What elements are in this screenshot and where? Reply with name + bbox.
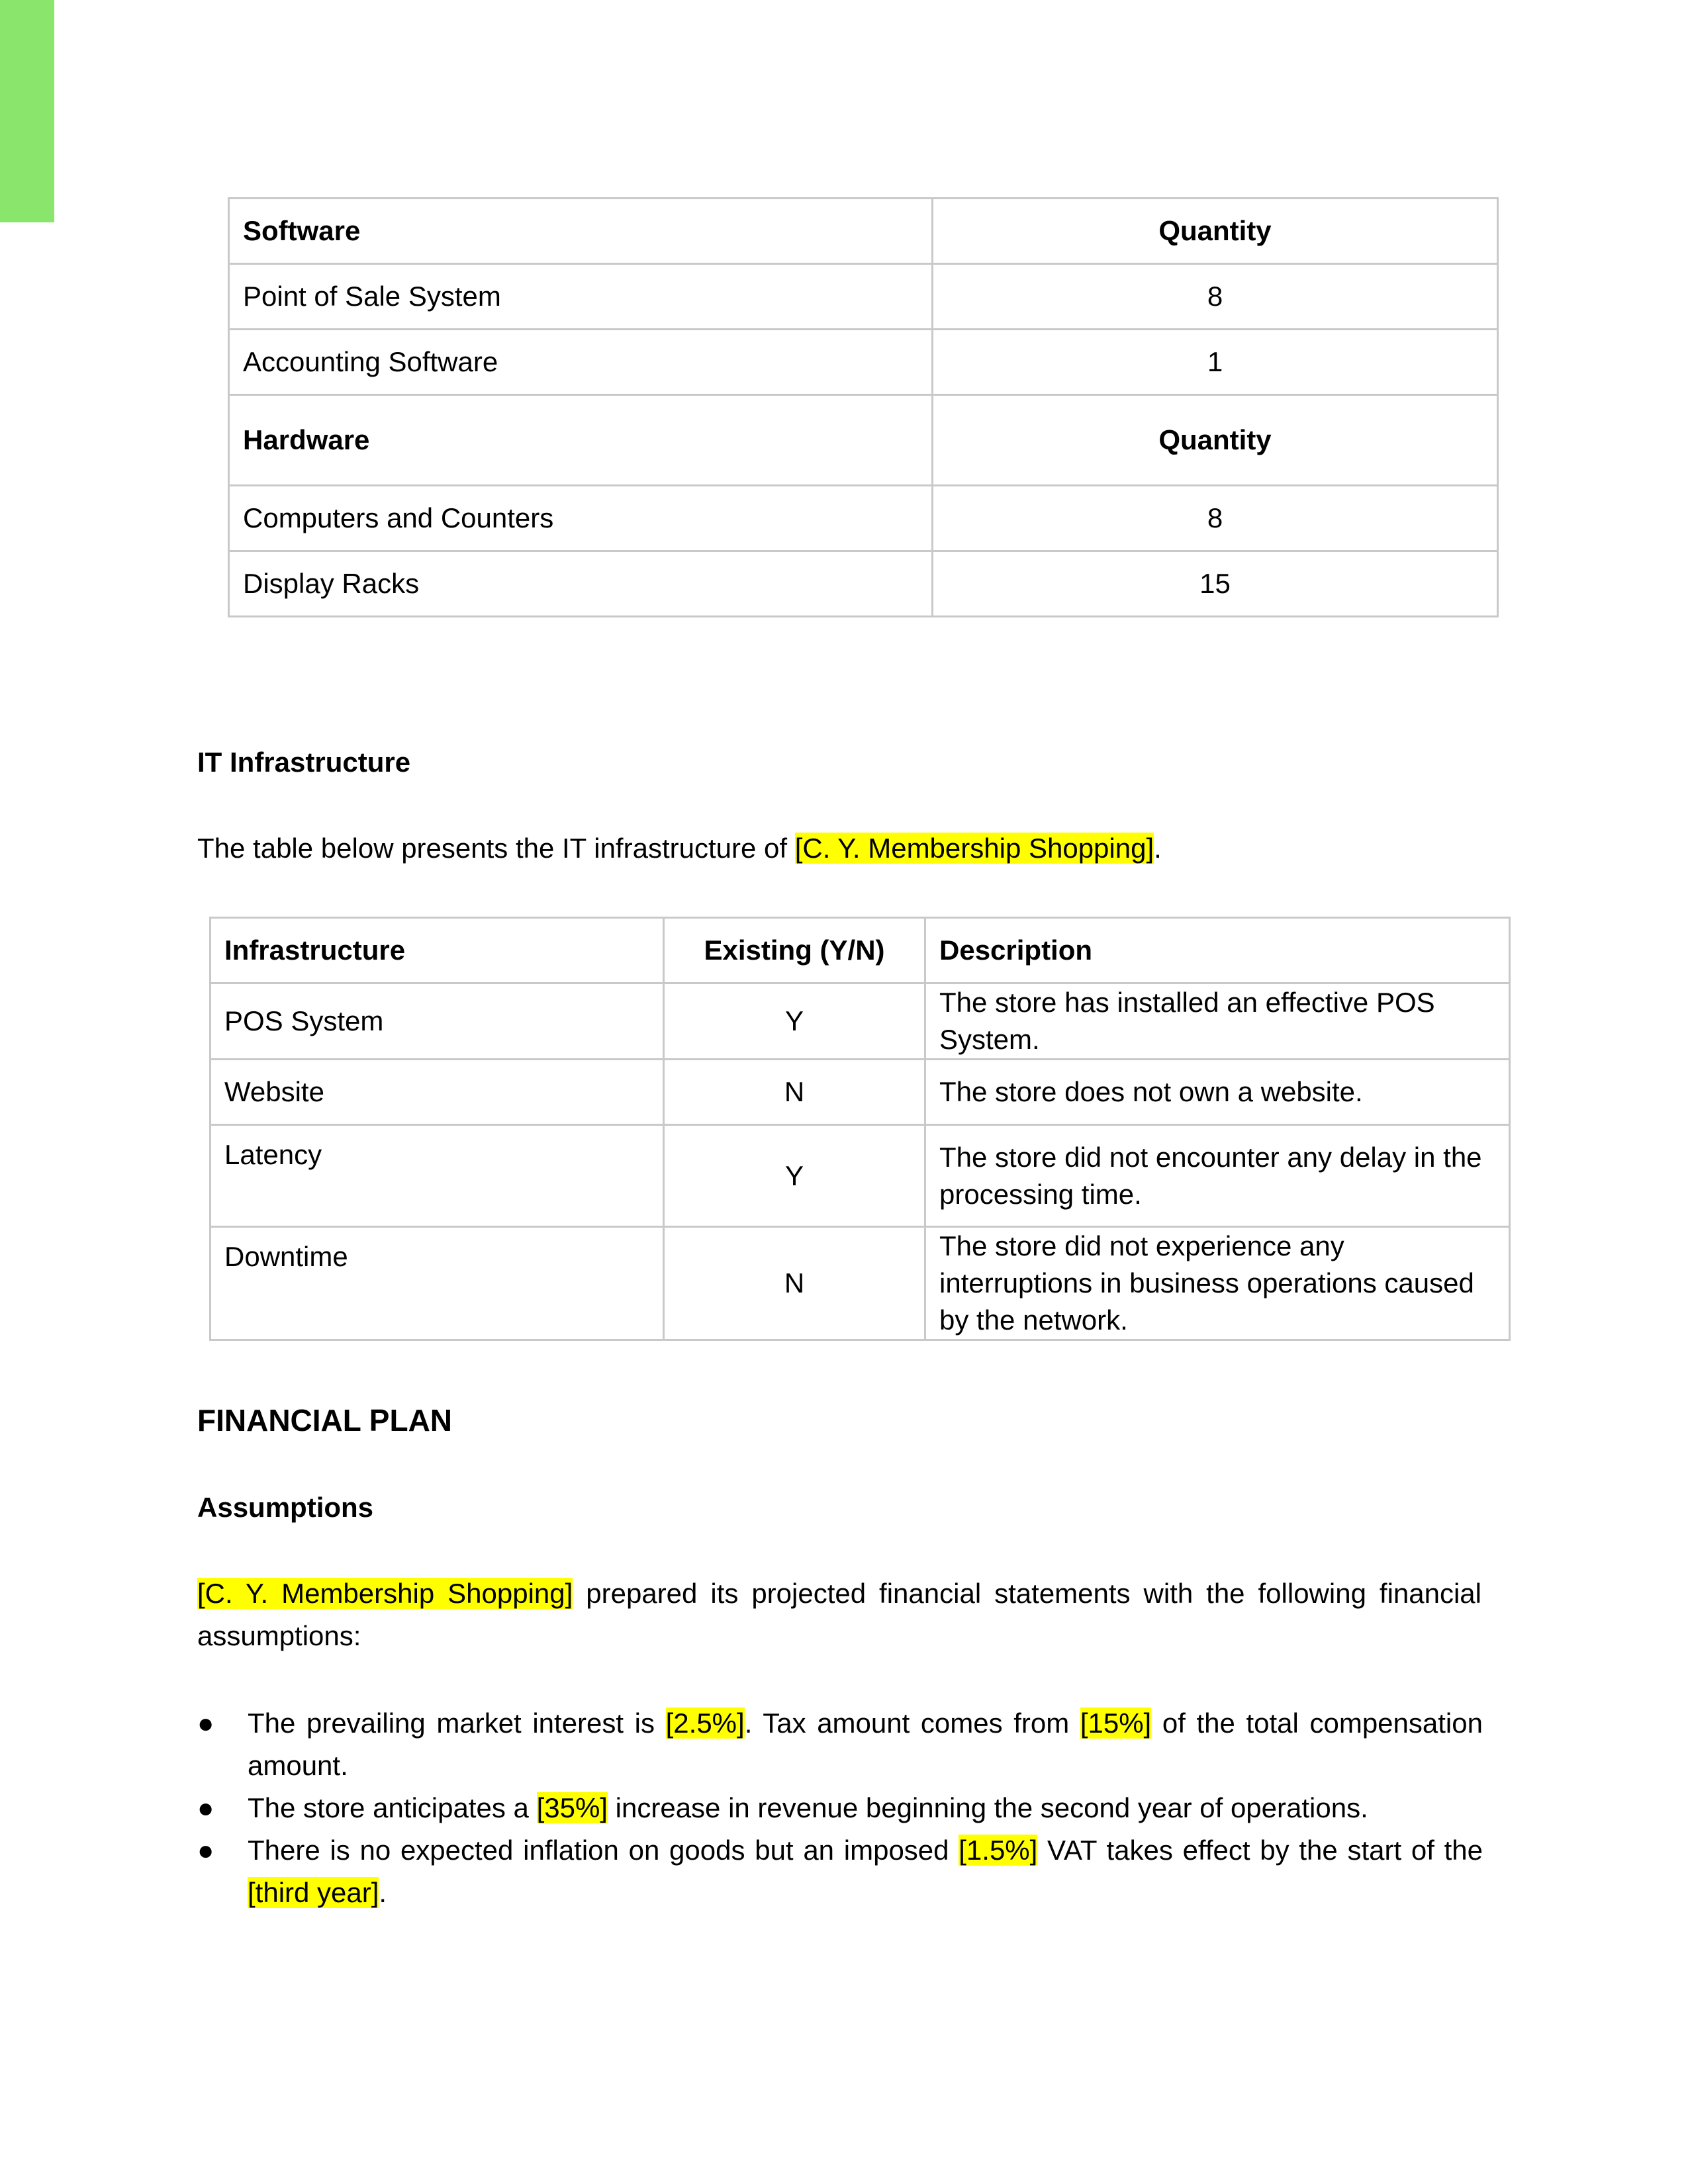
table-cell: Accounting Software bbox=[229, 330, 933, 395]
table-header-row bbox=[211, 918, 1510, 983]
it-intro-paragraph bbox=[197, 827, 1481, 870]
list-item-text: increase in revenue beginning the second year of operations. bbox=[607, 1792, 1368, 1823]
table-row bbox=[211, 1060, 1510, 1125]
table-cell: POS System bbox=[211, 983, 664, 1060]
software-hardware-table bbox=[228, 197, 1499, 617]
highlighted-company-name: [C. Y. Membership Shopping] bbox=[197, 1578, 573, 1609]
bullet-icon: ● bbox=[197, 1835, 214, 1866]
table-cell: 8 bbox=[933, 486, 1498, 551]
table-header-cell: Quantity bbox=[933, 199, 1498, 264]
table-cell: Display Racks bbox=[229, 551, 933, 617]
bullet-icon: ● bbox=[197, 1707, 214, 1739]
it-intro-end: . bbox=[1154, 833, 1162, 864]
subheading-assumptions: Assumptions bbox=[197, 1492, 374, 1523]
table-cell: 1 bbox=[933, 330, 1498, 395]
highlighted-value: [1.5%] bbox=[959, 1835, 1038, 1866]
table-row bbox=[211, 983, 1510, 1060]
assumptions-text: prepared its projected financial statements with the following financial assumptions: bbox=[197, 1578, 1481, 1651]
assumptions-paragraph bbox=[197, 1572, 1481, 1657]
list-item bbox=[197, 1702, 1483, 1787]
table-cell: Website bbox=[211, 1060, 664, 1125]
table-row bbox=[229, 264, 1498, 330]
table-cell: The store has installed an effective POS System. bbox=[925, 983, 1510, 1060]
highlighted-company-name: [C. Y. Membership Shopping] bbox=[794, 833, 1154, 864]
highlighted-value: [15%] bbox=[1080, 1707, 1152, 1739]
table-cell: Latency bbox=[211, 1125, 664, 1227]
table-cell: N bbox=[664, 1060, 925, 1125]
table-row bbox=[229, 486, 1498, 551]
list-item bbox=[197, 1787, 1483, 1829]
table-header-cell: Quantity bbox=[933, 395, 1498, 486]
table-header-cell: Infrastructure bbox=[211, 918, 664, 983]
list-item bbox=[197, 1829, 1483, 1914]
list-item-text: The prevailing market interest is bbox=[248, 1707, 666, 1739]
section-heading-financial-plan: FINANCIAL PLAN bbox=[197, 1403, 453, 1437]
it-infrastructure-table bbox=[209, 917, 1511, 1341]
list-item-text: . bbox=[379, 1877, 387, 1908]
table-header-row bbox=[229, 199, 1498, 264]
highlighted-value: [third year] bbox=[248, 1877, 379, 1908]
table-header-cell: Description bbox=[925, 918, 1510, 983]
table-cell: Y bbox=[664, 1125, 925, 1227]
highlighted-value: [35%] bbox=[536, 1792, 608, 1823]
list-item-text: . Tax amount comes from bbox=[744, 1707, 1080, 1739]
table-cell: Point of Sale System bbox=[229, 264, 933, 330]
list-item-text: There is no expected inflation on goods but an imposed bbox=[248, 1835, 959, 1866]
table-header-cell: Software bbox=[229, 199, 933, 264]
table-cell: The store does not own a website. bbox=[925, 1060, 1510, 1125]
table-cell: The store did not experience any interruptions in business operations caused by the network. bbox=[925, 1227, 1510, 1340]
table-cell: Downtime bbox=[211, 1227, 664, 1340]
table-cell: 15 bbox=[933, 551, 1498, 617]
table-cell: Computers and Counters bbox=[229, 486, 933, 551]
table-row bbox=[229, 551, 1498, 617]
table-header-cell: Hardware bbox=[229, 395, 933, 486]
list-item-text: VAT takes effect by the start of the bbox=[1037, 1835, 1483, 1866]
list-item-text: of the total compensation amount. bbox=[248, 1707, 1483, 1781]
table-header-row bbox=[229, 395, 1498, 486]
table-header-cell: Existing (Y/N) bbox=[664, 918, 925, 983]
it-intro-text: The table below presents the IT infrastructure of bbox=[197, 833, 795, 864]
list-item-text: The store anticipates a bbox=[248, 1792, 537, 1823]
table-cell: Y bbox=[664, 983, 925, 1060]
table-row bbox=[211, 1125, 1510, 1227]
highlighted-value: [2.5%] bbox=[665, 1707, 745, 1739]
green-margin-tab bbox=[0, 0, 54, 222]
table-cell: The store did not encounter any delay in the processing time. bbox=[925, 1125, 1510, 1227]
bullet-icon: ● bbox=[197, 1792, 214, 1823]
assumptions-list bbox=[197, 1702, 1483, 1914]
table-row bbox=[211, 1227, 1510, 1340]
section-heading-it-infrastructure: IT Infrastructure bbox=[197, 747, 411, 778]
table-row bbox=[229, 330, 1498, 395]
table-cell: N bbox=[664, 1227, 925, 1340]
table-cell: 8 bbox=[933, 264, 1498, 330]
